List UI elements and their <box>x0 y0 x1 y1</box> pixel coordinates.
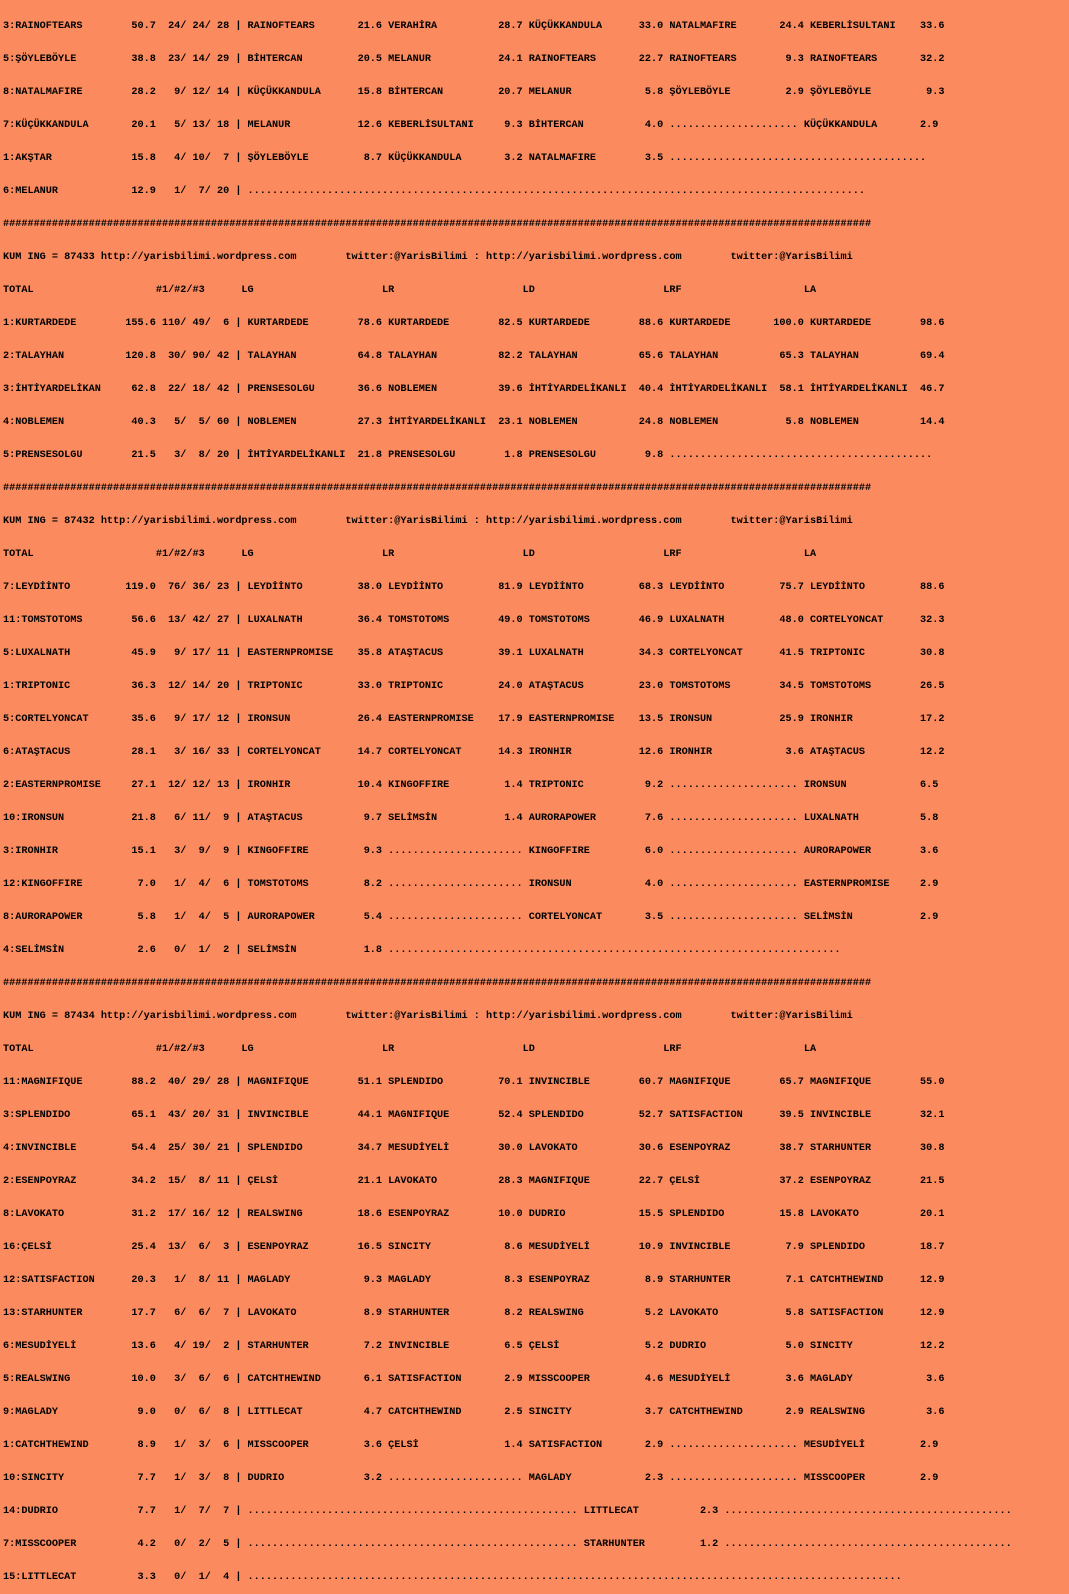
text-line: 5:PRENSESOLGU 21.5 3/ 8/ 20 | İHTİYARDELİKANLI 21.8 PRENSESOLGU 1.8 PRENSESOLGU 9.8 ........................................... <box>3 450 933 461</box>
text-line: 7:LEYDİİNTO 119.0 76/ 36/ 23 | LEYDİİNTO 38.0 LEYDİİNTO 81.9 LEYDİİNTO 68.3 LEYDİİNTO 75.7 LEYDİİNTO 88.6 <box>3 582 945 593</box>
text-line: 15:LITTLECAT 3.3 0/ 1/ 4 | ........................................................................................................... <box>3 1572 902 1583</box>
text-line: 6:ATAŞTACUS 28.1 3/ 16/ 33 | CORTELYONCAT 14.7 CORTELYONCAT 14.3 IRONHIR 12.6 IRONHIR 3.6 ATAŞTACUS 12.2 <box>3 747 945 758</box>
text-line: 2:ESENPOYRAZ 34.2 15/ 8/ 11 | ÇELSİ 21.1 LAVOKATO 28.3 MAGNIFIQUE 22.7 ÇELSİ 37.2 ESENPOYRAZ 21.5 <box>3 1176 945 1187</box>
text-line: 8:LAVOKATO 31.2 17/ 16/ 12 | REALSWING 18.6 ESENPOYRAZ 10.0 DUDRIO 15.5 SPLENDIDO 15.8 LAVOKATO 20.1 <box>3 1209 945 1220</box>
text-line: 10:SINCITY 7.7 1/ 3/ 8 | DUDRIO 3.2 ...................... MAGLADY 2.3 ..................... MISSCOOPER 2.9 <box>3 1473 939 1484</box>
text-line: 3:SPLENDIDO 65.1 43/ 20/ 31 | INVINCIBLE 44.1 MAGNIFIQUE 52.4 SPLENDIDO 52.7 SATISFACTION 39.5 INVINCIBLE 32.1 <box>3 1110 945 1121</box>
text-line: 1:AKŞTAR 15.8 4/ 10/ 7 | ŞÖYLEBÖYLE 8.7 KÜÇÜKKANDULA 3.2 NATALMAFIRE 3.5 .......................................... <box>3 153 927 164</box>
text-line: 5:ŞÖYLEBÖYLE 38.8 23/ 14/ 29 | BİHTERCAN 20.5 MELANUR 24.1 RAINOFTEARS 22.7 RAINOFTEARS 9.3 RAINOFTEARS 32.2 <box>3 54 945 65</box>
text-line: 5:LUXALNATH 45.9 9/ 17/ 11 | EASTERNPROMISE 35.8 ATAŞTACUS 39.1 LUXALNATH 34.3 CORTELYONCAT 41.5 TRIPTONIC 30.8 <box>3 648 945 659</box>
text-line: 12:SATISFACTION 20.3 1/ 8/ 11 | MAGLADY 9.3 MAGLADY 8.3 ESENPOYRAZ 8.9 STARHUNTER 7.1 CATCHTHEWIND 12.9 <box>3 1275 945 1286</box>
text-line: 8:AURORAPOWER 5.8 1/ 4/ 5 | AURORAPOWER 5.4 ...................... CORTELYONCAT 3.5 ..................... SELİMSİN 2.9 <box>3 912 939 923</box>
text-line: 1:CATCHTHEWIND 8.9 1/ 3/ 6 | MISSCOOPER 3.6 ÇELSİ 1.4 SATISFACTION 2.9 ..................... MESUDİYELİ 2.9 <box>3 1440 939 1451</box>
text-line: 4:NOBLEMEN 40.3 5/ 5/ 60 | NOBLEMEN 27.3 İHTİYARDELİKANLI 23.1 NOBLEMEN 24.8 NOBLEMEN 5.8 NOBLEMEN 14.4 <box>3 417 945 428</box>
separator-line: ############################################################################################################################################## <box>3 978 872 989</box>
separator-line: ############################################################################################################################################## <box>3 219 872 230</box>
text-line: 13:STARHUNTER 17.7 6/ 6/ 7 | LAVOKATO 8.9 STARHUNTER 8.2 REALSWING 5.2 LAVOKATO 5.8 SATISFACTION 12.9 <box>3 1308 945 1319</box>
race-header-line: KUM ING = 87433 http://yarisbilimi.wordpress.com twitter:@YarisBilimi : http://yarisbilimi.wordpress.com twitter:@YarisBilimi <box>3 252 853 263</box>
text-line: 10:IRONSUN 21.8 6/ 11/ 9 | ATAŞTACUS 9.7 SELİMSİN 1.4 AURORAPOWER 7.6 ..................... LUXALNATH 5.8 <box>3 813 939 824</box>
text-line: 8:NATALMAFIRE 28.2 9/ 12/ 14 | KÜÇÜKKANDULA 15.8 BİHTERCAN 20.7 MELANUR 5.8 ŞÖYLEBÖYLE 2.9 ŞÖYLEBÖYLE 9.3 <box>3 87 945 98</box>
column-header-line: TOTAL #1/#2/#3 LG LR LD LRF LA <box>3 285 817 296</box>
column-header-line: TOTAL #1/#2/#3 LG LR LD LRF LA <box>3 549 817 560</box>
text-line: 7:MISSCOOPER 4.2 0/ 2/ 5 | ...................................................... STARHUNTER 1.2 ............................................... <box>3 1539 1012 1550</box>
text-line: 5:REALSWING 10.0 3/ 6/ 6 | CATCHTHEWIND 6.1 SATISFACTION 2.9 MISSCOOPER 4.6 MESUDİYELİ 3.6 MAGLADY 3.6 <box>3 1374 945 1385</box>
text-line: 3:IRONHIR 15.1 3/ 9/ 9 | KINGOFFIRE 9.3 ...................... KINGOFFIRE 6.0 ..................... AURORAPOWER 3.6 <box>3 846 939 857</box>
text-line: 2:TALAYHAN 120.8 30/ 90/ 42 | TALAYHAN 64.8 TALAYHAN 82.2 TALAYHAN 65.6 TALAYHAN 65.3 TALAYHAN 69.4 <box>3 351 945 362</box>
separator-line: ############################################################################################################################################## <box>3 483 872 494</box>
text-line: 6:MELANUR 12.9 1/ 7/ 20 | ..................................................................................................... <box>3 186 866 197</box>
text-line: 7:KÜÇÜKKANDULA 20.1 5/ 13/ 18 | MELANUR 12.6 KEBERLİSULTANI 9.3 BİHTERCAN 4.0 ..................... KÜÇÜKKANDULA 2.9 <box>3 120 939 131</box>
text-line: 5:CORTELYONCAT 35.6 9/ 17/ 12 | IRONSUN 26.4 EASTERNPROMISE 17.9 EASTERNPROMISE 13.5 IRONSUN 25.9 IRONHIR 17.2 <box>3 714 945 725</box>
race-prediction-sheet <box>3 0 1012 1594</box>
text-line: 11:MAGNIFIQUE 88.2 40/ 29/ 28 | MAGNIFIQUE 51.1 SPLENDIDO 70.1 INVINCIBLE 60.7 MAGNIFIQUE 65.7 MAGNIFIQUE 55.0 <box>3 1077 945 1088</box>
text-line: 16:ÇELSİ 25.4 13/ 6/ 3 | ESENPOYRAZ 16.5 SINCITY 8.6 MESUDİYELİ 10.9 INVINCIBLE 7.9 SPLENDIDO 18.7 <box>3 1242 945 1253</box>
text-line: 12:KINGOFFIRE 7.0 1/ 4/ 6 | TOMSTOTOMS 8.2 ...................... IRONSUN 4.0 ..................... EASTERNPROMISE 2.9 <box>3 879 939 890</box>
race-header-line: KUM ING = 87434 http://yarisbilimi.wordpress.com twitter:@YarisBilimi : http://yarisbilimi.wordpress.com twitter:@YarisBilimi <box>3 1011 853 1022</box>
text-line: 11:TOMSTOTOMS 56.6 13/ 42/ 27 | LUXALNATH 36.4 TOMSTOTOMS 49.0 TOMSTOTOMS 46.9 LUXALNATH 48.0 CORTELYONCAT 32.3 <box>3 615 945 626</box>
text-line: 4:SELİMSİN 2.6 0/ 1/ 2 | SELİMSİN 1.8 .......................................................................... <box>3 945 841 956</box>
text-line: 14:DUDRIO 7.7 1/ 7/ 7 | ...................................................... LITTLECAT 2.3 ............................................... <box>3 1506 1012 1517</box>
text-line: 4:INVINCIBLE 54.4 25/ 30/ 21 | SPLENDIDO 34.7 MESUDİYELİ 30.0 LAVOKATO 30.6 ESENPOYRAZ 38.7 STARHUNTER 30.8 <box>3 1143 945 1154</box>
text-line: 6:MESUDİYELİ 13.6 4/ 19/ 2 | STARHUNTER 7.2 INVINCIBLE 6.5 ÇELSİ 5.2 DUDRIO 5.0 SINCITY 12.2 <box>3 1341 945 1352</box>
column-header-line: TOTAL #1/#2/#3 LG LR LD LRF LA <box>3 1044 817 1055</box>
text-line: 3:İHTİYARDELİKAN 62.8 22/ 18/ 42 | PRENSESOLGU 36.6 NOBLEMEN 39.6 İHTİYARDELİKANLI 40.4 İHTİYARDELİKANLI 58.1 İHTİYARDELİKANLI 46.7 <box>3 384 945 395</box>
race-header-line: KUM ING = 87432 http://yarisbilimi.wordpress.com twitter:@YarisBilimi : http://yarisbilimi.wordpress.com twitter:@YarisBilimi <box>3 516 853 527</box>
text-line: 9:MAGLADY 9.0 0/ 6/ 8 | LITTLECAT 4.7 CATCHTHEWIND 2.5 SINCITY 3.7 CATCHTHEWIND 2.9 REALSWING 3.6 <box>3 1407 945 1418</box>
text-line: 1:KURTARDEDE 155.6 110/ 49/ 6 | KURTARDEDE 78.6 KURTARDEDE 82.5 KURTARDEDE 88.6 KURTARDEDE 100.0 KURTARDEDE 98.6 <box>3 318 945 329</box>
text-line: 2:EASTERNPROMISE 27.1 12/ 12/ 13 | IRONHIR 10.4 KINGOFFIRE 1.4 TRIPTONIC 9.2 ..................... IRONSUN 6.5 <box>3 780 939 791</box>
text-line: 1:TRIPTONIC 36.3 12/ 14/ 20 | TRIPTONIC 33.0 TRIPTONIC 24.0 ATAŞTACUS 23.0 TOMSTOTOMS 34.5 TOMSTOTOMS 26.5 <box>3 681 945 692</box>
text-line: 3:RAINOFTEARS 50.7 24/ 24/ 28 | RAINOFTEARS 21.6 VERAHİRA 28.7 KÜÇÜKKANDULA 33.0 NATALMAFIRE 24.4 KEBERLİSULTANI 33.6 <box>3 21 945 32</box>
